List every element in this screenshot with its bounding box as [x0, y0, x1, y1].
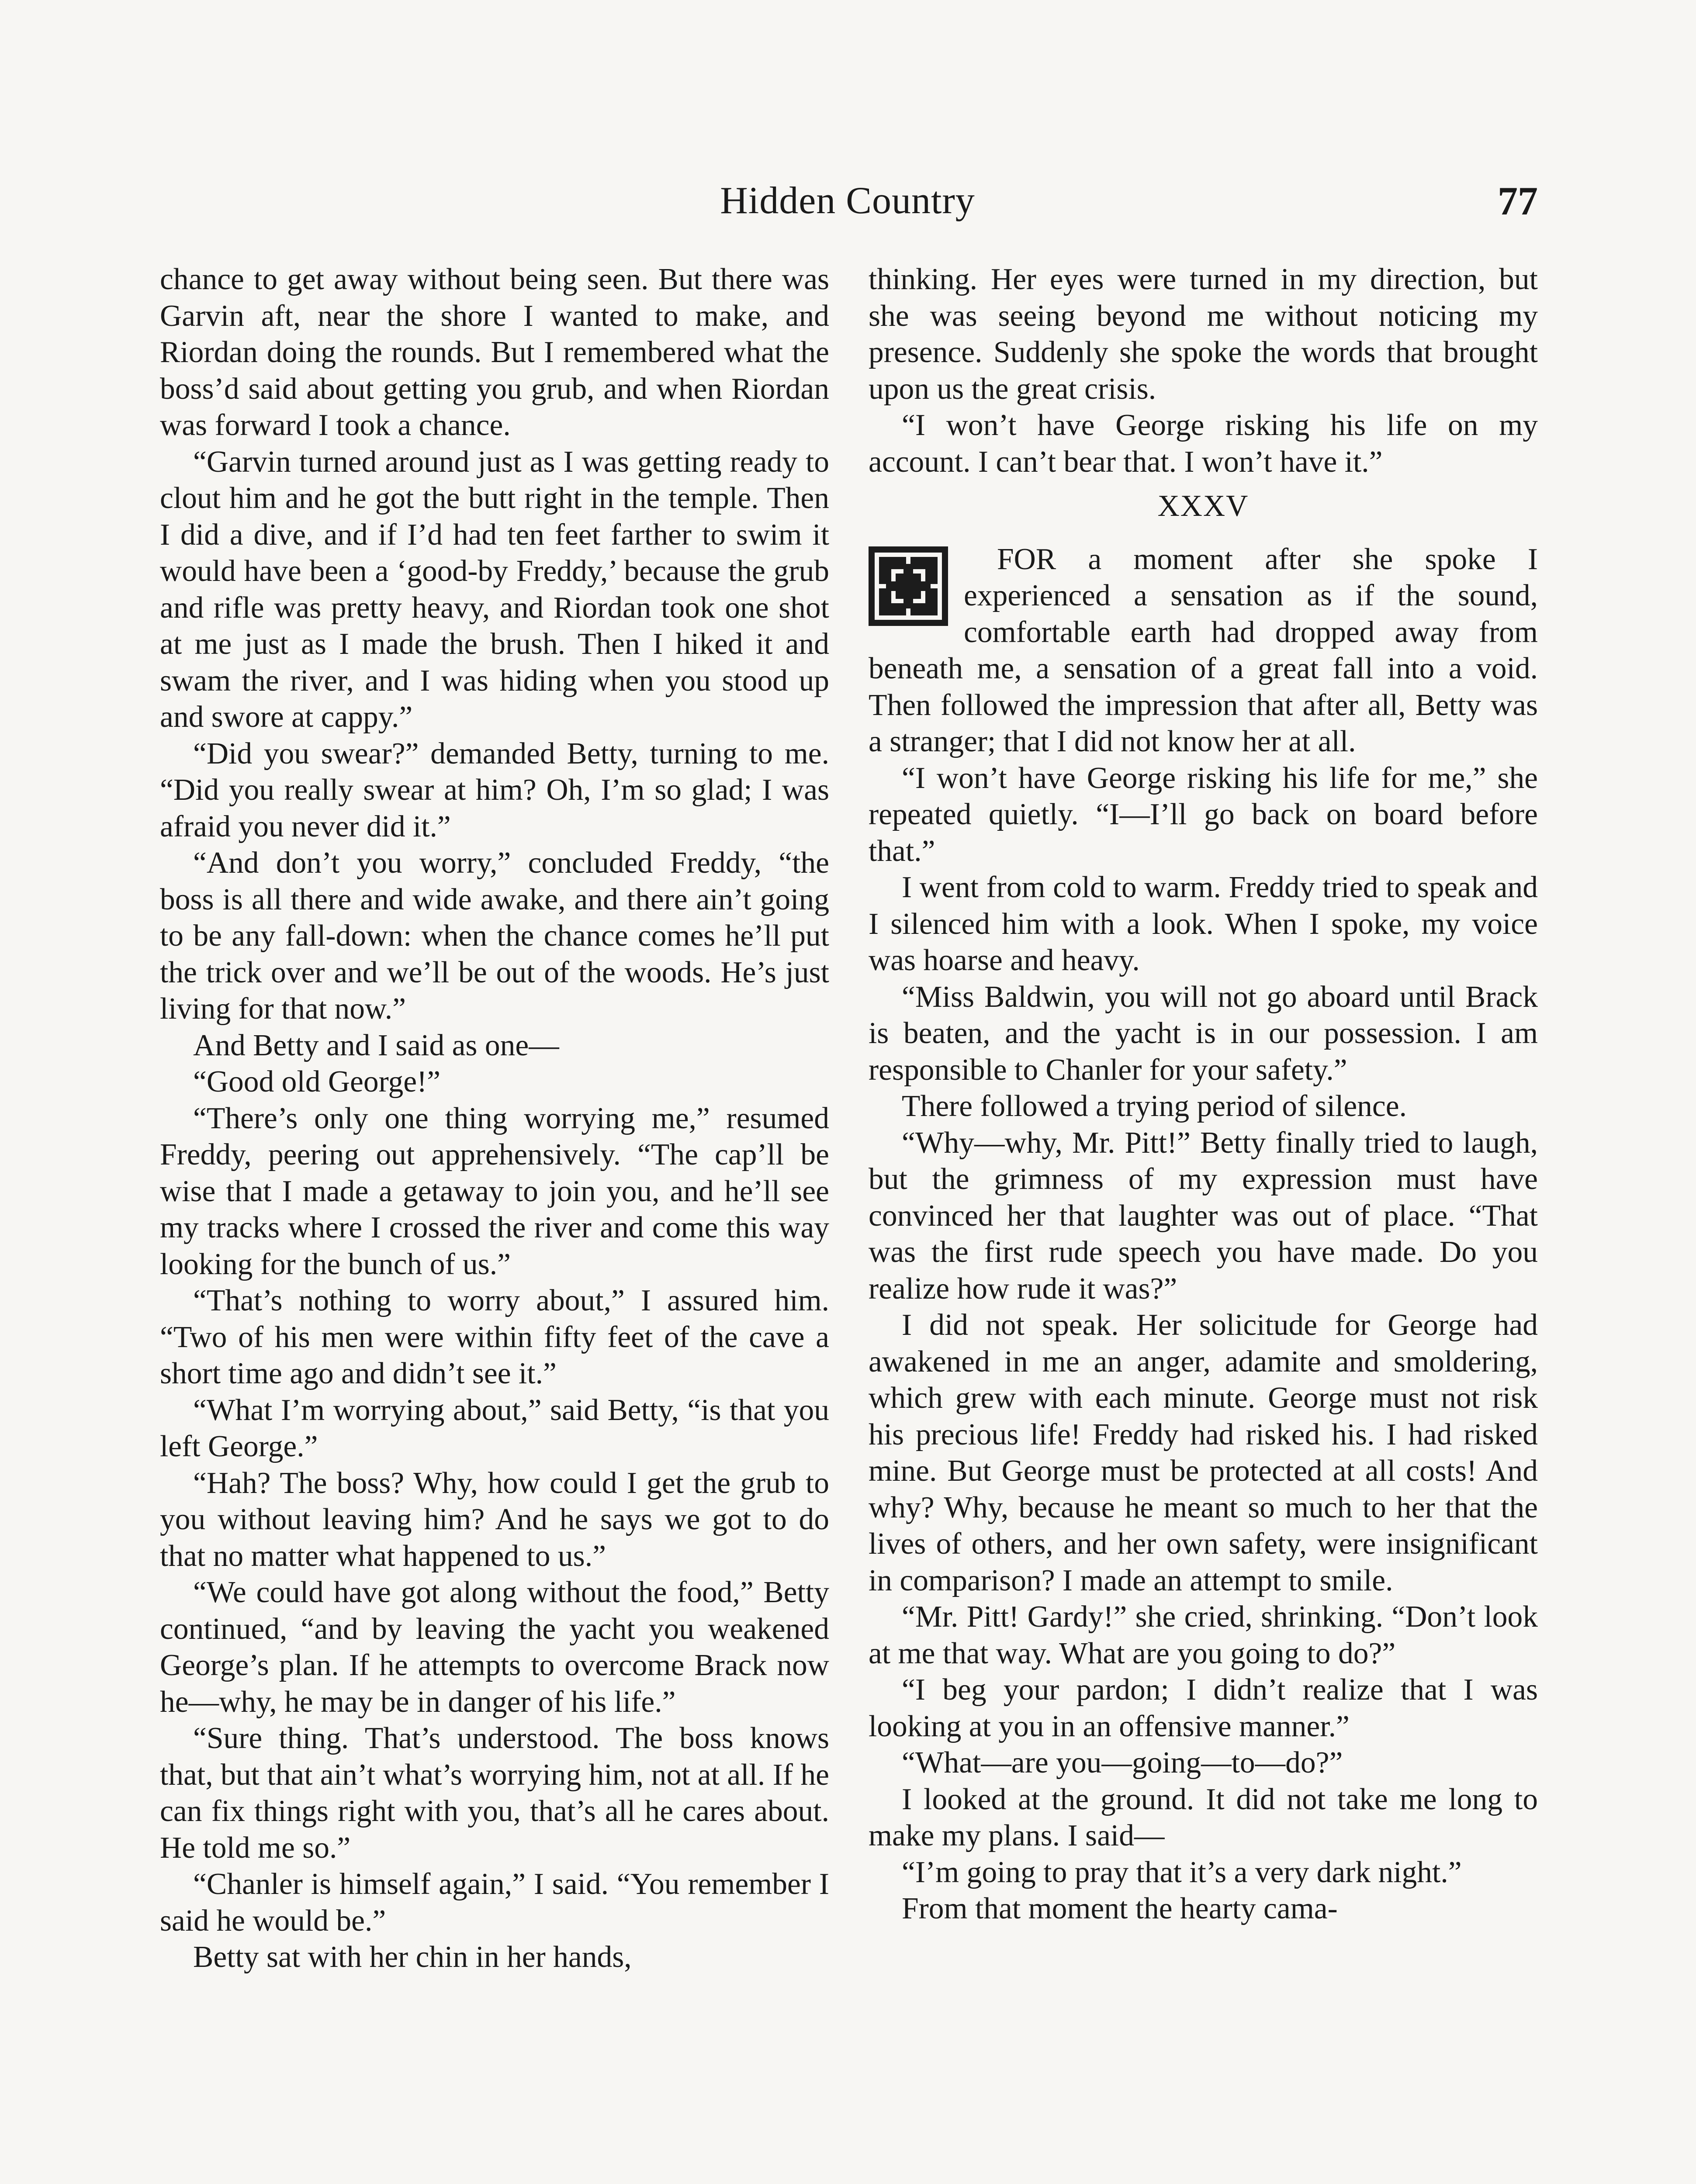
paragraph: I did not speak. Her solicitude for George had awakened in me an anger, adamite and smoldering, which grew with each minute. George must not risk his precious life! Freddy had risked his. I had risked mine. But George must be protected at all costs! And why? Why, because he meant so much to her that the lives of others, and her own safety, were insignificant in comparison? I made an attempt to smile. — [869, 1308, 1538, 1597]
paragraph: “What—are you—going—to—do?” — [902, 1746, 1343, 1780]
paragraph: I went from cold to warm. Freddy tried to speak and I silenced him with a look. When I spoke, my voice was hoarse and heavy. — [869, 871, 1538, 977]
paragraph: chance to get away without being seen. But there was Garvin aft, near the shore I wanted to make, and Riordan doing the rounds. But I remembered what the boss’d said about getting you grub, and when Riordan was forward I took a chance. — [160, 263, 829, 442]
paragraph: “Good old George!” — [193, 1065, 441, 1099]
paragraph: “Mr. Pitt! Gardy!” she cried, shrinking. “Don’t look at me that way. What are you going to do?” — [869, 1600, 1538, 1670]
ornamental-drop-cap-icon — [869, 546, 948, 626]
paragraph: “That’s nothing to worry about,” I assured him. “Two of his men were within fifty feet of the cave a short time ago and didn’t see it.” — [160, 1284, 829, 1390]
paragraph: “Why—why, Mr. Pitt!” Betty finally tried to laugh, but the grimness of my expression must have convinced her that laughter was out of place. “That was the first rude speech you have made. Do you realize how rude it was?” — [869, 1126, 1538, 1306]
paragraph: “Garvin turned around just as I was getting ready to clout him and he got the butt right in the temple. Then I did a dive, and if I’d had ten feet farther to swim it would have been a ‘good-by Freddy,’ because the grub and rifle was pretty heavy, and Riordan took one shot at me just as I made the brush. Then I hiked it and swam the river, and I was hiding when you stood up and swore at cappy.” — [160, 445, 829, 734]
paragraph: “Sure thing. That’s understood. The boss knows that, but that ain’t what’s worrying him, not at all. If he can fix things right with you, that’s all he cares about. He told me so.” — [160, 1721, 829, 1865]
page-number: 77 — [1498, 179, 1538, 223]
chapter-heading: XXXV — [1157, 489, 1249, 523]
paragraph: “Miss Baldwin, you will not go aboard until Brack is beaten, and the yacht is in our possession. I am responsible to Chanler for your safety.” — [869, 980, 1538, 1087]
paragraph: “Hah? The boss? Why, how could I get the grub to you without leaving him? And he says we got to do that no matter what happened to us.” — [160, 1466, 829, 1573]
paragraph: “I’m going to pray that it’s a very dark night.” — [902, 1855, 1462, 1889]
paragraph: “I beg your pardon; I didn’t realize that I was looking at you in an offensive manner.” — [869, 1673, 1538, 1743]
page-header — [157, 173, 1538, 229]
paragraph: “I won’t have George risking his life on my account. I can’t bear that. I won’t have it.” — [869, 408, 1538, 479]
paragraph: “And don’t you worry,” concluded Freddy, “the boss is all there and wide awake, and there ain’t going to be any fall-down: when the chance comes he’ll put the trick over and we’ll be out of the woods. He’s just living for that now.” — [160, 846, 829, 1026]
paragraph: And Betty and I said as one— — [193, 1028, 559, 1062]
paragraph: “We could have got along without the food,” Betty continued, “and by leaving the yacht you weakened George’s plan. If he attempts to overcome Brack now he—why, he may be in danger of his life.” — [160, 1576, 829, 1719]
paragraph: From that moment the hearty cama- — [902, 1892, 1338, 1925]
right-column — [869, 261, 1538, 1927]
paragraph: “There’s only one thing worrying me,” resumed Freddy, peering out apprehensively. “The cap’ll be wise that I made a getaway to join you, and he’ll see my tracks where I crossed the river and come this way looking for the bunch of us.” — [160, 1101, 829, 1281]
paragraph: Betty sat with her chin in her hands, — [193, 1940, 632, 1974]
paragraph: thinking. Her eyes were turned in my direction, but she was seeing beyond me without noticing my presence. Suddenly she spoke the words that brought upon us the great crisis. — [869, 263, 1538, 406]
left-column — [160, 261, 829, 1976]
paragraph: “What I’m worrying about,” said Betty, “is that you left George.” — [160, 1393, 829, 1463]
paragraph: I looked at the ground. It did not take me long to make my plans. I said— — [869, 1782, 1538, 1852]
paragraph: “Did you swear?” demanded Betty, turning to me. “Did you really swear at him? Oh, I’m so glad; I was afraid you never did it.” — [160, 736, 829, 843]
paragraph: “I won’t have George risking his life for me,” she repeated quietly. “I—I’ll go back on board before that.” — [869, 761, 1538, 868]
paragraph: There followed a trying period of silence. — [902, 1089, 1407, 1123]
paragraph: “Chanler is himself again,” I said. “You remember I said he would be.” — [160, 1867, 829, 1938]
running-title: Hidden Country — [720, 180, 975, 222]
chapter-opening-paragraph: FOR a moment after she spoke I experienced a sensation as if the sound, comfortable earth had dropped away from beneath me, a sensation of a great fall into a void. Then followed the impression that after all, Betty was a stranger; that I did not know her at all. — [869, 542, 1538, 758]
